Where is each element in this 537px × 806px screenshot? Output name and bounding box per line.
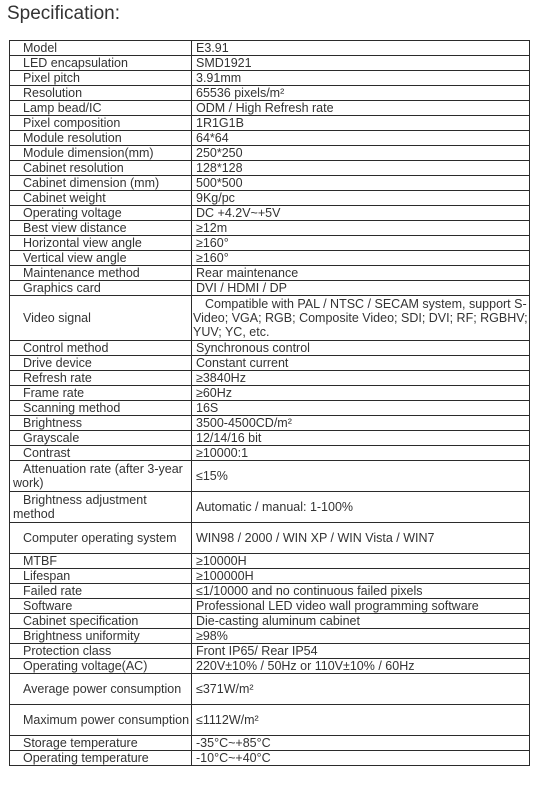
spec-label: Pixel pitch — [10, 71, 192, 86]
spec-label: Software — [10, 599, 192, 614]
table-row — [10, 401, 530, 416]
table-row — [10, 431, 530, 446]
spec-label: Control method — [10, 341, 192, 356]
table-row — [10, 629, 530, 644]
table-row — [10, 644, 530, 659]
specification-table-body — [10, 41, 530, 766]
spec-label: Cabinet dimension (mm) — [10, 176, 192, 191]
table-row — [10, 71, 530, 86]
spec-value: 9Kg/pc — [192, 191, 530, 206]
spec-label: Operating temperature — [10, 751, 192, 766]
spec-label: Cabinet weight — [10, 191, 192, 206]
spec-value: ≤15% — [192, 461, 530, 492]
spec-label: Operating voltage(AC) — [10, 659, 192, 674]
spec-value: 64*64 — [192, 131, 530, 146]
table-row — [10, 554, 530, 569]
page-title: Specification: — [7, 3, 121, 24]
spec-value: Automatic / manual: 1-100% — [192, 492, 530, 523]
spec-value: -10°C~+40°C — [192, 751, 530, 766]
table-row — [10, 206, 530, 221]
spec-value: 12/14/16 bit — [192, 431, 530, 446]
spec-value: 16S — [192, 401, 530, 416]
spec-value: 220V±10% / 50Hz or 110V±10% / 60Hz — [192, 659, 530, 674]
table-row — [10, 221, 530, 236]
spec-label: Horizontal view angle — [10, 236, 192, 251]
table-row — [10, 131, 530, 146]
spec-value: ≤1/10000 and no continuous failed pixels — [192, 584, 530, 599]
table-row — [10, 569, 530, 584]
table-row — [10, 614, 530, 629]
spec-label: LED encapsulation — [10, 56, 192, 71]
spec-label: Cabinet specification — [10, 614, 192, 629]
table-row — [10, 674, 530, 705]
table-row — [10, 266, 530, 281]
table-row — [10, 461, 530, 492]
spec-value: Constant current — [192, 356, 530, 371]
spec-label: Frame rate — [10, 386, 192, 401]
table-row — [10, 446, 530, 461]
spec-value: ≥160° — [192, 251, 530, 266]
table-row — [10, 599, 530, 614]
spec-value: -35°C~+85°C — [192, 736, 530, 751]
spec-value: 1R1G1B — [192, 116, 530, 131]
table-row — [10, 736, 530, 751]
spec-label: Model — [10, 41, 192, 56]
spec-value: E3.91 — [192, 41, 530, 56]
table-row — [10, 416, 530, 431]
spec-value: 500*500 — [192, 176, 530, 191]
spec-value: ≥10000:1 — [192, 446, 530, 461]
table-row — [10, 371, 530, 386]
spec-value: ≤371W/m² — [192, 674, 530, 705]
spec-label: Average power consumption — [10, 674, 192, 705]
spec-label: Brightness — [10, 416, 192, 431]
spec-label: Contrast — [10, 446, 192, 461]
spec-label: Failed rate — [10, 584, 192, 599]
spec-label: Protection class — [10, 644, 192, 659]
table-row — [10, 56, 530, 71]
spec-value: Die-casting aluminum cabinet — [192, 614, 530, 629]
table-row — [10, 751, 530, 766]
spec-value: Front IP65/ Rear IP54 — [192, 644, 530, 659]
spec-label: Module dimension(mm) — [10, 146, 192, 161]
specification-table — [9, 40, 530, 766]
table-row — [10, 41, 530, 56]
spec-label: Grayscale — [10, 431, 192, 446]
spec-value: 250*250 — [192, 146, 530, 161]
spec-value: Compatible with PAL / NTSC / SECAM system, support S-Video; VGA; RGB; Composite Video; SDI; DVI; RF; RGBHV; YUV; YC, etc. — [193, 297, 528, 339]
table-row — [10, 101, 530, 116]
table-row — [10, 523, 530, 554]
table-row — [10, 236, 530, 251]
spec-label: Best view distance — [10, 221, 192, 236]
spec-label: Maximum power consumption — [10, 705, 192, 736]
spec-label: Computer operating system — [10, 523, 192, 554]
spec-label: Cabinet resolution — [10, 161, 192, 176]
table-row — [10, 161, 530, 176]
spec-label: Brightness uniformity — [10, 629, 192, 644]
spec-value: SMD1921 — [192, 56, 530, 71]
spec-label: Attenuation rate (after 3-year work) — [10, 461, 192, 492]
spec-label: Scanning method — [10, 401, 192, 416]
table-row — [10, 341, 530, 356]
spec-label: Refresh rate — [10, 371, 192, 386]
spec-label: Vertical view angle — [10, 251, 192, 266]
table-row — [10, 251, 530, 266]
spec-value: 128*128 — [192, 161, 530, 176]
spec-value: ≥10000H — [192, 554, 530, 569]
spec-value: Rear maintenance — [192, 266, 530, 281]
table-row — [10, 584, 530, 599]
spec-value: DC +4.2V~+5V — [192, 206, 530, 221]
spec-label: Lamp bead/IC — [10, 101, 192, 116]
spec-value: ≥12m — [192, 221, 530, 236]
table-row — [10, 116, 530, 131]
spec-label: Module resolution — [10, 131, 192, 146]
spec-value: WIN98 / 2000 / WIN XP / WIN Vista / WIN7 — [192, 523, 530, 554]
spec-value: ≥160° — [192, 236, 530, 251]
spec-label: Resolution — [10, 86, 192, 101]
table-row — [10, 176, 530, 191]
spec-value: ≥60Hz — [192, 386, 530, 401]
spec-value: 3.91mm — [192, 71, 530, 86]
spec-value: DVI / HDMI / DP — [192, 281, 530, 296]
table-row — [10, 659, 530, 674]
table-row — [10, 705, 530, 736]
spec-value: ≥3840Hz — [192, 371, 530, 386]
spec-value: ≤1112W/m² — [192, 705, 530, 736]
spec-label: Drive device — [10, 356, 192, 371]
spec-value: ≥98% — [192, 629, 530, 644]
spec-label: Storage temperature — [10, 736, 192, 751]
spec-label: Operating voltage — [10, 206, 192, 221]
spec-label: Pixel composition — [10, 116, 192, 131]
spec-label: Brightness adjustment method — [10, 492, 192, 523]
table-row — [10, 191, 530, 206]
spec-value: Synchronous control — [192, 341, 530, 356]
spec-value: Professional LED video wall programming software — [192, 599, 530, 614]
spec-label: Graphics card — [10, 281, 192, 296]
table-row — [10, 492, 530, 523]
spec-label: MTBF — [10, 554, 192, 569]
spec-label: Maintenance method — [10, 266, 192, 281]
table-row — [10, 86, 530, 101]
table-row — [10, 386, 530, 401]
spec-value: ODM / High Refresh rate — [192, 101, 530, 116]
spec-label: Lifespan — [10, 569, 192, 584]
table-row — [10, 146, 530, 161]
spec-value: 3500-4500CD/m² — [192, 416, 530, 431]
spec-value: 65536 pixels/m² — [192, 86, 530, 101]
table-row — [10, 356, 530, 371]
table-row — [10, 281, 530, 296]
table-row — [10, 296, 530, 341]
spec-value: ≥100000H — [192, 569, 530, 584]
spec-label: Video signal — [10, 296, 192, 341]
